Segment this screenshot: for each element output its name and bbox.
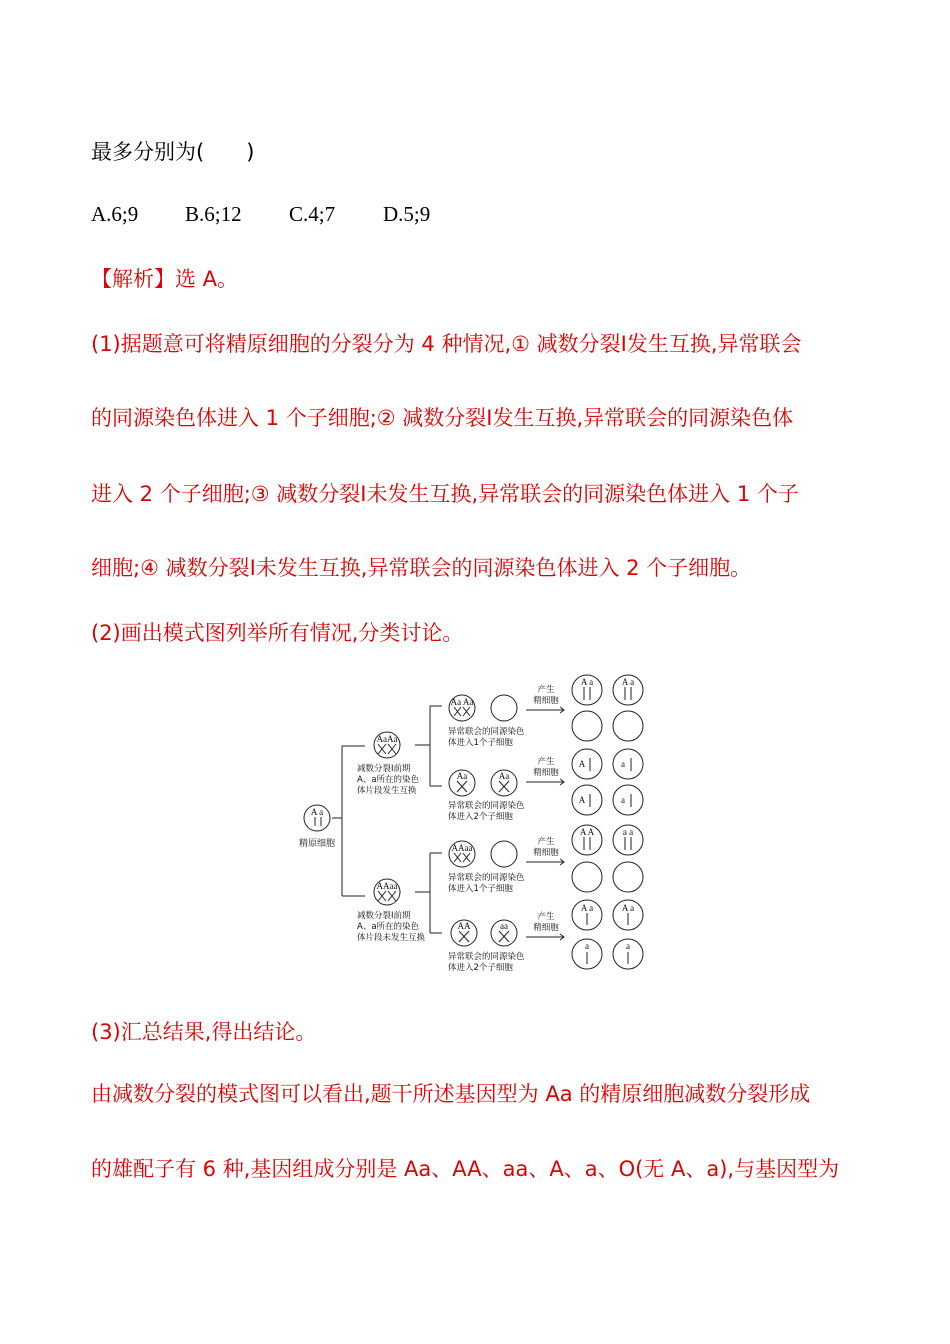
svg-text:精细胞: 精细胞 [533,923,559,933]
case2-right-alleles: Aa [498,771,510,781]
option-d[interactable]: D.5;9 [383,202,431,226]
root-label: 精原细胞 [298,839,336,849]
svg-text:产生: 产生 [537,685,555,695]
case3-label-1: 异常联会的同源染色 [448,873,525,883]
top-cell-alleles: AaAa [376,734,398,744]
analysis-step2: (2)画出模式图列举所有情况,分类讨论。 [91,621,464,645]
svg-text:精细胞: 精细胞 [533,848,559,858]
case2-label-1: 异常联会的同源染色 [448,801,525,811]
svg-text:A a: A a [580,677,594,687]
bottom-cell-alleles: AAaa [376,881,398,891]
analysis-step1-line-3: 进入 2 个子细胞;③ 减数分裂Ⅰ未发生互换,异常联会的同源染色体进入 1 个子 [91,482,799,506]
analysis-header: 【解析】选 A。 [91,267,239,291]
arrow-3 [526,836,564,865]
case1-alleles: Aa Aa [450,697,474,707]
case4-label-2: 体进入2个子细胞 [448,963,513,973]
case1-label-2: 体进入1个子细胞 [448,738,513,748]
svg-text:A a: A a [621,903,635,913]
case4-left-alleles: AA [457,921,471,931]
option-a[interactable]: A.6;9 [91,202,139,226]
conclusion-line-2: 的雄配子有 6 种,基因组成分别是 Aa、AA、aa、A、a、O(无 A、a),与基因型为 [91,1157,840,1181]
branch-top-label-1: 减数分裂Ⅰ前期 [357,764,411,774]
case3-label-2: 体进入1个子细胞 [448,884,513,894]
case3-cell-right [491,841,517,867]
svg-text:a: a [626,941,630,951]
question-stem-tail: 最多分别为( ) [91,140,255,164]
case2-left-alleles: Aa [456,771,468,781]
svg-text:A a: A a [621,677,635,687]
svg-text:产生: 产生 [537,837,555,847]
svg-text:A: A [578,795,586,805]
svg-text:a: a [585,941,589,951]
root-alleles: A a [310,807,324,817]
meiosis-diagram [290,668,660,978]
case4-right-alleles: aa [500,921,508,931]
svg-text:精细胞: 精细胞 [533,768,559,778]
case1-label-1: 异常联会的同源染色 [448,727,525,737]
svg-text:A A: A A [579,827,595,837]
svg-text:a: a [621,795,625,805]
case1-cell-right [491,695,517,721]
analysis-step1-line-1: (1)据题意可将精原细胞的分裂分为 4 种情况,① 减数分裂Ⅰ发生互换,异常联会 [91,332,802,356]
case4-label-1: 异常联会的同源染色 [448,952,525,962]
branch-bottom-label-2: A、a所在的染色 [357,922,420,932]
analysis-step3: (3)汇总结果,得出结论。 [91,1020,317,1044]
branch-top-label-2: A、a所在的染色 [357,775,420,785]
arrow-1 [526,684,564,713]
case3-alleles: AAaa [451,843,473,853]
branch-bottom-label-1: 减数分裂Ⅰ前期 [357,911,411,921]
svg-text:A: A [578,759,586,769]
svg-text:a: a [621,759,625,769]
svg-text:A a: A a [580,903,594,913]
arrow-4 [526,911,564,940]
option-b[interactable]: B.6;12 [185,202,242,226]
sperm-cells [572,675,643,969]
svg-text:a a: a a [622,827,634,837]
branch-bottom-label-3: 体片段未发生互换 [357,933,426,943]
conclusion-line-1: 由减数分裂的模式图可以看出,题干所述基因型为 Aa 的精原细胞减数分裂形成 [91,1082,811,1106]
analysis-step1-line-4: 细胞;④ 减数分裂Ⅰ未发生互换,异常联会的同源染色体进入 2 个子细胞。 [91,556,752,580]
option-c[interactable]: C.4;7 [289,202,336,226]
answer-options [91,199,430,229]
branch-top-label-3: 体片段发生互换 [357,786,417,796]
svg-text:产生: 产生 [537,912,555,922]
analysis-step1-line-2: 的同源染色体进入 1 个子细胞;② 减数分裂Ⅰ发生互换,异常联会的同源染色体 [91,406,794,430]
case2-label-2: 体进入2个子细胞 [448,812,513,822]
svg-text:产生: 产生 [537,757,555,767]
svg-text:精细胞: 精细胞 [533,696,559,706]
arrow-2 [526,756,564,785]
